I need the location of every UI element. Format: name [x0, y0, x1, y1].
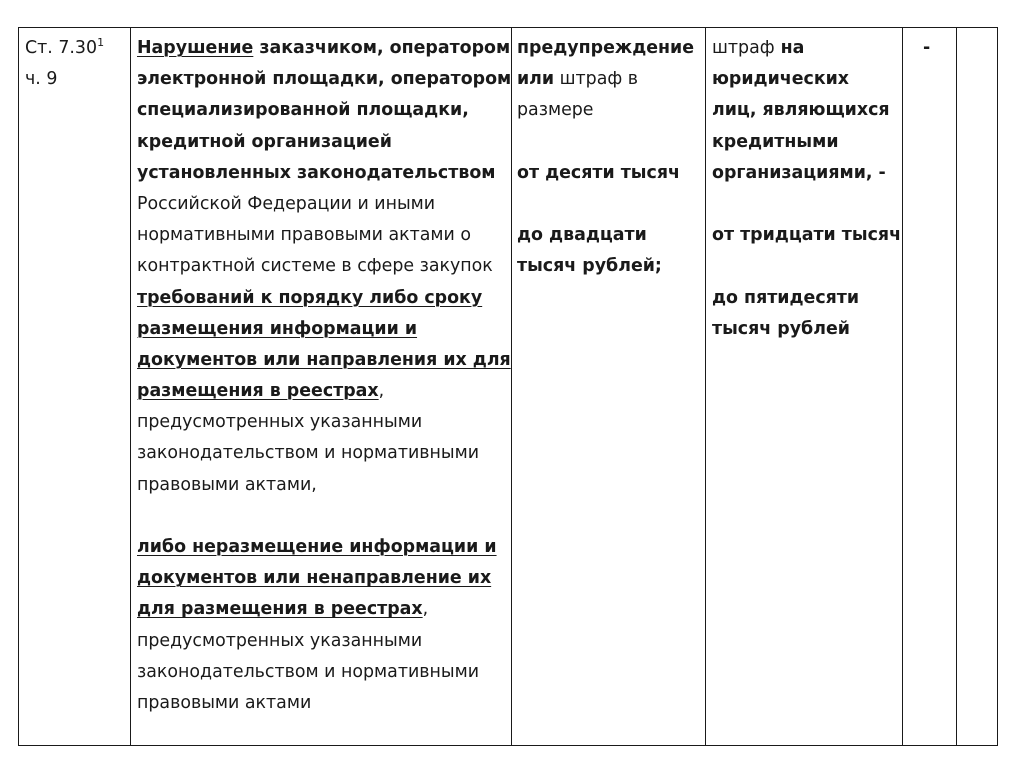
violation-line: Нарушение заказчиком, оператором: [137, 38, 511, 58]
article-cell: [25, 33, 104, 95]
violation-line: размещения информации и: [137, 318, 418, 339]
sanction-line: организациями, -: [712, 162, 886, 183]
violation-line: документов или ненаправление их: [137, 568, 492, 589]
penalty-table: [18, 27, 998, 746]
blank-line: [712, 189, 901, 220]
violation-line: установленных законодательством: [137, 162, 496, 183]
violation-line: Российской Федерации и иными: [137, 193, 436, 214]
column-divider: [705, 28, 706, 745]
violation-line: предусмотренных указанными: [137, 412, 423, 433]
column-divider: [902, 28, 903, 745]
sanction-line: или штраф в: [517, 69, 639, 90]
sanction-line: тысяч рублей: [712, 318, 850, 339]
sanction-line: юридических: [712, 69, 850, 90]
violation-line: требований к порядку либо сроку: [137, 287, 483, 308]
violation-line: контрактной системе в сфере закупок: [137, 256, 493, 277]
sanction-line: до пятидесяти: [712, 287, 860, 308]
violation-line: документов или направления их для: [137, 349, 511, 370]
dash-cell: -: [923, 38, 931, 58]
legal-sanction-cell: [712, 33, 901, 345]
violation-line: специализированной площадки,: [137, 100, 469, 121]
violation-line: законодательством и нормативными: [137, 443, 480, 464]
article-part: ч. 9: [25, 69, 58, 90]
blank-line: [517, 189, 694, 220]
blank-line: [517, 127, 694, 158]
sanction-line: тысяч рублей;: [517, 256, 662, 277]
sanction-line: до двадцати: [517, 225, 647, 246]
sanction-line: предупреждение: [517, 38, 695, 58]
sanction-line: от десяти тысяч: [517, 162, 680, 183]
sanction-line: лиц, являющихся: [712, 100, 890, 121]
sanction-line: кредитными: [712, 131, 839, 152]
violation-line: кредитной организацией: [137, 131, 392, 152]
sanction-line: размере: [517, 100, 594, 121]
sanction-cell: [517, 33, 694, 283]
violation-line: правовыми актами: [137, 692, 312, 713]
blank-line: [712, 251, 901, 282]
violation-line: законодательством и нормативными: [137, 661, 480, 682]
article-number: Ст. 7.30$^1$: [25, 36, 105, 58]
sanction-line: от тридцати тысяч: [712, 225, 902, 246]
blank-line: [137, 501, 511, 532]
violation-line: нормативными правовыми актами о: [137, 225, 471, 246]
violation-line: размещения в реестрах,: [137, 381, 385, 402]
column-divider: [130, 28, 131, 745]
violation-line: электронной площадки, оператором: [137, 69, 512, 90]
violation-line: предусмотренных указанными: [137, 630, 423, 651]
sanction-line: штраф на: [712, 38, 805, 58]
column-divider: [956, 28, 957, 745]
violation-line: либо неразмещение информации и: [137, 537, 497, 557]
violation-line: для размещения в реестрах,: [137, 599, 429, 620]
violation-line: правовыми актами,: [137, 474, 317, 495]
violation-cell: [137, 33, 511, 719]
